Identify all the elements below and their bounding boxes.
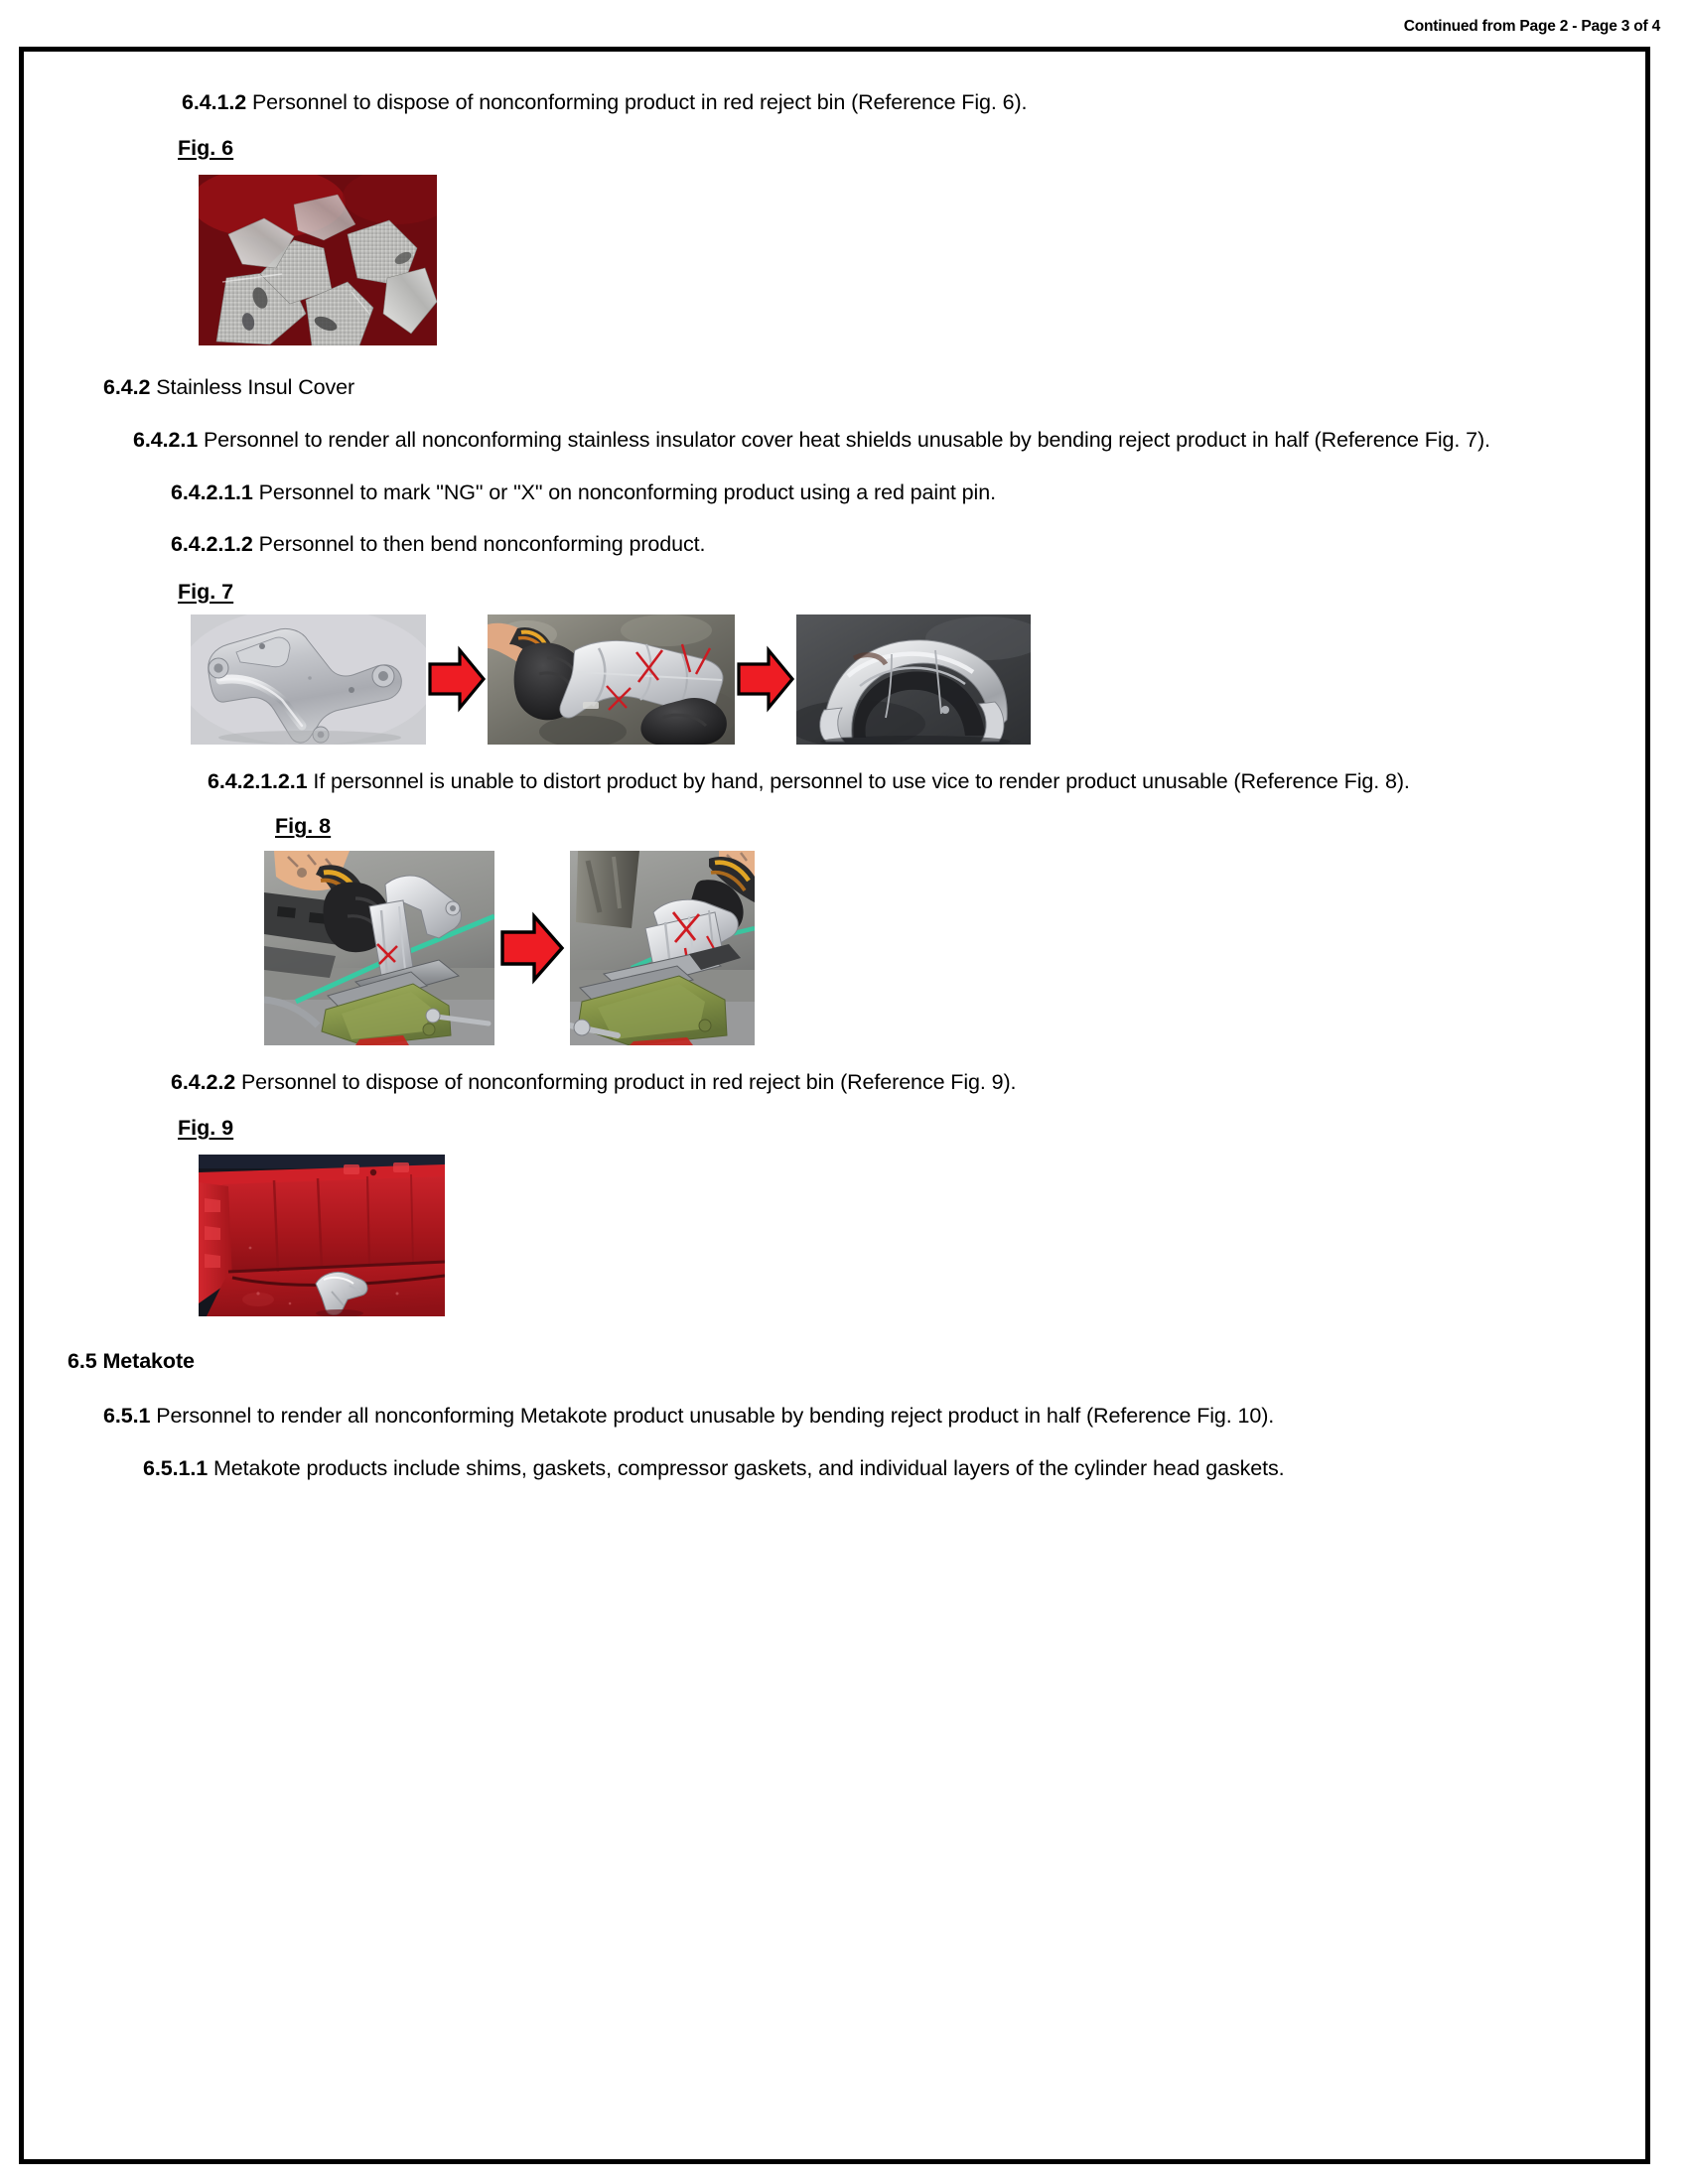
document-content [24, 52, 1645, 2159]
figure-caption-8: Fig. 8 [275, 814, 332, 839]
paragraph-6-4-2-1-2 [171, 529, 1501, 560]
figure-7-panel-2-artwork [488, 614, 735, 745]
clause-number-6-4-2-1-2: 6.4.2.1.2 [171, 532, 253, 557]
clause-number-6-5-1-1: 6.5.1.1 [143, 1455, 209, 1480]
figure-8-panel-2-artwork [570, 851, 755, 1045]
figure-caption-7: Fig. 7 [178, 579, 234, 604]
clause-number-6-4-2-1-2-1: 6.4.2.1.2.1 [208, 768, 308, 793]
paragraph-6-4-2-1 [133, 425, 1513, 456]
figure-caption-6: Fig. 6 [178, 135, 234, 160]
figure-6-artwork [199, 175, 437, 345]
figure-6-photo-red-reject-bin [199, 175, 437, 345]
right-arrow-icon [735, 614, 796, 745]
clause-number-6-5-1: 6.5.1 [103, 1404, 151, 1429]
figure-7-arrow-1 [426, 614, 488, 745]
paragraph-6-5-1 [103, 1401, 1493, 1432]
clause-text-6-4-1-2: Personnel to dispose of nonconforming product in red reject bin (Reference Fig. 6). [251, 90, 1028, 114]
clause-text-6-5: Metakote [102, 1348, 195, 1373]
figure-7-panel-3-artwork [796, 614, 1031, 745]
figure-7-arrow-2 [735, 614, 796, 745]
figure-8-arrow-1 [494, 851, 570, 1045]
figure-9-photo-red-reject-bin-interior [199, 1155, 445, 1316]
paragraph-6-4-2-1-2-1 [208, 766, 1503, 797]
paragraph-6-4-2-2 [171, 1067, 1521, 1098]
figure-caption-9: Fig. 9 [178, 1115, 234, 1140]
clause-text-6-4-2-1-2: Personnel to then bend nonconforming product. [258, 532, 706, 557]
clause-number-6-4-2: 6.4.2 [103, 374, 151, 399]
clause-text-6-4-2-1-2-1: If personnel is unable to distort product by hand, personnel to use vice to render product unusable (Reference Fig. 8). [313, 768, 1410, 793]
clause-number-6-4-2-1-1: 6.4.2.1.1 [171, 479, 253, 504]
clause-text-6-5-1: Personnel to render all nonconforming Metakote product unusable by bending reject product in half (Reference Fig. 10). [156, 1404, 1275, 1429]
clause-number-6-5: 6.5 [68, 1348, 97, 1373]
figure-7-panel-1-intact-heat-shield [191, 614, 426, 745]
figure-7-panel-3-bent-part [796, 614, 1031, 745]
figure-9-artwork [199, 1155, 445, 1316]
paragraph-6-4-2-1-1 [171, 478, 1501, 508]
paragraph-6-5 [68, 1346, 1477, 1377]
figure-7-panel-1-artwork [191, 614, 426, 745]
clause-text-6-4-2-1: Personnel to render all nonconforming stainless insulator cover heat shields unusable by bending reject product in half (Reference Fig. 7). [203, 428, 1490, 453]
clause-text-6-4-2-2: Personnel to dispose of nonconforming product in red reject bin (Reference Fig. 9). [240, 1070, 1017, 1095]
paragraph-6-5-1-1 [143, 1453, 1493, 1484]
figure-7-row [191, 614, 1645, 745]
clause-text-6-4-2-1-1: Personnel to mark "NG" or "X" on nonconforming product using a red paint pin. [258, 479, 996, 504]
clause-number-6-4-1-2: 6.4.1.2 [182, 90, 247, 114]
figure-8-panel-1-part-in-vice [264, 851, 494, 1045]
clause-number-6-4-2-2: 6.4.2.2 [171, 1070, 236, 1095]
right-arrow-icon [494, 851, 570, 1045]
clause-text-6-5-1-1: Metakote products include shims, gaskets, compressor gaskets, and individual layers of the cylinder head gaskets. [212, 1455, 1285, 1480]
figure-8-row [264, 851, 1645, 1045]
paragraph-6-4-1-2 [182, 87, 1532, 118]
figure-7-panel-2-hands-bending-part [488, 614, 735, 745]
page-continuation-header: Continued from Page 2 - Page 3 of 4 [1403, 18, 1660, 35]
figure-8-panel-2-part-crushed-in-vice [570, 851, 755, 1045]
paragraph-6-4-2 [103, 372, 1513, 403]
clause-number-6-4-2-1: 6.4.2.1 [133, 428, 199, 453]
right-arrow-icon [426, 614, 488, 745]
clause-text-6-4-2: Stainless Insul Cover [156, 374, 355, 399]
figure-8-panel-1-artwork [264, 851, 494, 1045]
